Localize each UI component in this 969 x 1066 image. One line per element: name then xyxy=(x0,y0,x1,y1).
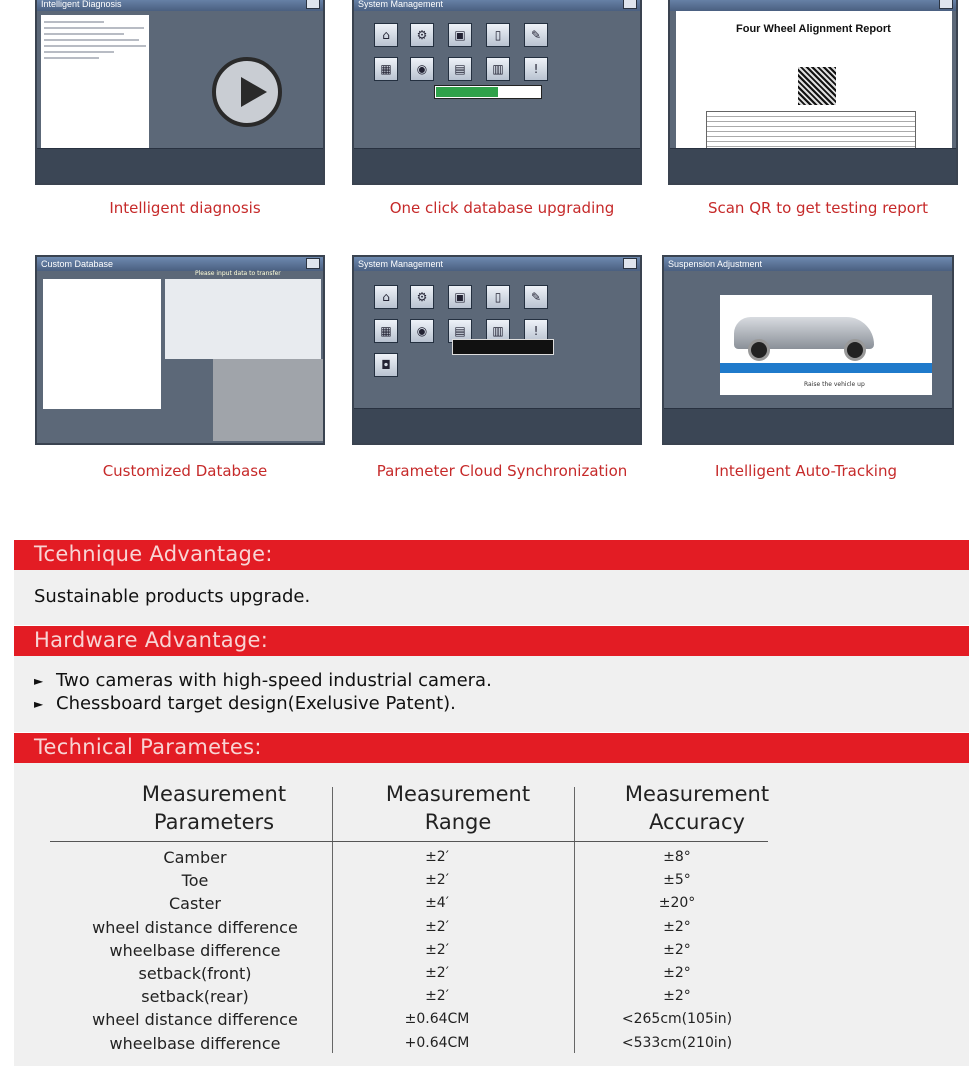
range-cell: ±2′ xyxy=(425,988,449,1005)
text-line xyxy=(44,21,104,23)
param-name-cell: wheel distance difference xyxy=(92,1010,298,1030)
technique-body xyxy=(14,570,969,625)
home-icon: ⌂ xyxy=(374,285,398,309)
param-name-cell: setback(rear) xyxy=(141,987,249,1007)
param-name-cell: Toe xyxy=(181,871,209,891)
table-row xyxy=(50,939,770,962)
range-cell: ±2′ xyxy=(425,872,449,889)
phone-icon: ▯ xyxy=(486,23,510,47)
header-range: Measurement Range xyxy=(385,782,531,834)
accuracy-cell: ±20° xyxy=(658,895,696,912)
report-screenshot xyxy=(668,0,958,185)
bullet-icon: ► xyxy=(34,674,44,688)
custom-database-screenshot xyxy=(35,255,325,445)
technique-heading-bar xyxy=(14,540,969,570)
system-management-screenshot xyxy=(352,255,642,445)
param-name-cell: setback(front) xyxy=(138,964,252,983)
table-row xyxy=(50,916,770,939)
window-title: Custom Database xyxy=(37,257,323,271)
range-cell: ±0.64CM xyxy=(404,1011,470,1028)
param-name-cell: Caster xyxy=(168,894,221,914)
header-accuracy: Measurement Accuracy xyxy=(624,782,770,834)
window-footer xyxy=(354,408,640,443)
tool-icon: ✎ xyxy=(524,23,548,47)
hardware-heading: Hardware Advantage: xyxy=(34,628,269,652)
exit-icon xyxy=(623,258,637,269)
database-icon: ▤ xyxy=(448,319,472,343)
sync-code-input xyxy=(452,339,554,355)
wheel-icon xyxy=(844,339,866,361)
range-cell: ±2′ xyxy=(425,918,449,935)
window-title xyxy=(670,0,956,11)
technical-heading-bar xyxy=(14,733,969,763)
window-footer xyxy=(670,148,956,183)
window-title: System Management xyxy=(354,0,640,11)
feature-caption: Parameter Cloud Synchronization xyxy=(376,462,628,480)
range-cell: ±2′ xyxy=(425,941,449,958)
feature-grid xyxy=(0,0,969,500)
feature-caption: Intelligent Auto-Tracking xyxy=(714,462,898,480)
camera-icon: ◉ xyxy=(410,57,434,81)
parameters-table xyxy=(14,763,969,1066)
camera-icon: ◘ xyxy=(374,353,398,377)
hardware-bullet: ► Chessboard target design(Exelusive Patent). xyxy=(34,693,456,714)
param-name-cell: wheel distance difference xyxy=(92,917,298,937)
range-cell: ±4′ xyxy=(425,895,449,912)
accuracy-cell: <265cm(105in) xyxy=(621,1011,733,1028)
hardware-body xyxy=(14,656,969,732)
text-line xyxy=(44,33,124,35)
feature-caption: Intelligent diagnosis xyxy=(109,199,261,217)
accuracy-cell: ±5° xyxy=(663,872,691,889)
feature-caption: One click database upgrading xyxy=(389,199,615,217)
accuracy-cell: ±2° xyxy=(663,941,691,958)
table-row xyxy=(50,846,770,869)
range-cell: +0.64CM xyxy=(404,1034,470,1051)
technical-heading: Technical Parametes: xyxy=(34,735,262,759)
window-footer xyxy=(664,408,952,443)
text-line xyxy=(44,39,139,41)
accuracy-cell: <533cm(210in) xyxy=(621,1034,733,1051)
warning-icon: ! xyxy=(524,319,548,343)
database-transfer-icon: ▥ xyxy=(486,57,510,81)
upgrade-progress-bar xyxy=(434,85,542,99)
table-row xyxy=(50,1032,770,1055)
param-name-cell: Camber xyxy=(163,848,227,867)
technique-text: Sustainable products upgrade. xyxy=(34,586,311,607)
tool-icon: ✎ xyxy=(524,285,548,309)
report-title: Four Wheel Alignment Report xyxy=(736,23,891,35)
accuracy-cell: ±2° xyxy=(663,988,691,1005)
monitor-icon: ▣ xyxy=(448,23,472,47)
camera-icon: ◉ xyxy=(410,319,434,343)
range-cell: ±2′ xyxy=(425,965,449,981)
technique-heading: Tcehnique Advantage: xyxy=(34,542,273,566)
window-footer xyxy=(354,148,640,183)
database-transfer-icon: ▥ xyxy=(486,319,510,343)
window-title: Suspension Adjustment xyxy=(664,257,952,271)
database-form xyxy=(165,270,321,359)
accuracy-cell: ±2° xyxy=(663,918,691,935)
table-row xyxy=(50,869,770,892)
param-name-cell: wheelbase difference xyxy=(109,1033,281,1053)
hardware-bullet: ► Two cameras with high-speed industrial camera. xyxy=(34,670,492,691)
exit-icon xyxy=(306,0,320,9)
exit-icon xyxy=(306,258,320,269)
lift-platform xyxy=(720,363,932,373)
vehicle-panel xyxy=(720,295,932,395)
diagnosis-text-panel xyxy=(41,15,149,150)
gear-icon: ⚙ xyxy=(410,23,434,47)
qr-code xyxy=(798,67,836,105)
table-row xyxy=(50,892,770,915)
suspension-screenshot xyxy=(662,255,954,445)
progress-fill xyxy=(436,87,498,97)
wheel-icon xyxy=(748,339,770,361)
accuracy-cell: ±8° xyxy=(663,849,691,865)
database-list xyxy=(43,279,161,409)
window-footer xyxy=(37,148,323,183)
text-line xyxy=(44,27,144,29)
text-line xyxy=(44,45,146,47)
hardware-heading-bar xyxy=(14,626,969,656)
range-cell: ±2′ xyxy=(425,849,449,865)
table-row xyxy=(50,1008,770,1031)
report-table xyxy=(706,111,916,151)
gear-icon: ⚙ xyxy=(410,285,434,309)
vehicle-note: Raise the vehicle up xyxy=(804,381,865,388)
exit-icon xyxy=(939,0,953,9)
home-icon: ⌂ xyxy=(374,23,398,47)
alignment-report xyxy=(676,11,952,151)
system-management-screenshot xyxy=(352,0,642,185)
chessboard-icon: ▦ xyxy=(374,319,398,343)
monitor-icon: ▣ xyxy=(448,285,472,309)
phone-icon: ▯ xyxy=(486,285,510,309)
text-line xyxy=(44,51,114,53)
feature-caption: Scan QR to get testing report xyxy=(707,199,929,217)
window-title: Intelligent Diagnosis xyxy=(37,0,323,11)
database-preview xyxy=(213,359,323,441)
table-row xyxy=(50,985,770,1008)
exit-icon xyxy=(623,0,637,9)
param-name-cell: wheelbase difference xyxy=(109,940,281,960)
warning-icon: ! xyxy=(524,57,548,81)
diagnosis-screenshot xyxy=(35,0,325,185)
window-title: System Management xyxy=(354,257,640,271)
feature-caption: Customized Database xyxy=(102,462,268,480)
header-divider xyxy=(50,841,768,842)
table-row xyxy=(50,962,770,985)
header-parameters: Measurement Parameters xyxy=(141,782,287,834)
form-title: Please input data to transfer xyxy=(195,270,281,277)
text-line xyxy=(44,57,99,59)
accuracy-cell: ±2° xyxy=(663,965,691,981)
database-icon: ▤ xyxy=(448,57,472,81)
bullet-icon: ► xyxy=(34,697,44,711)
chessboard-icon: ▦ xyxy=(374,57,398,81)
play-icon xyxy=(212,57,282,127)
